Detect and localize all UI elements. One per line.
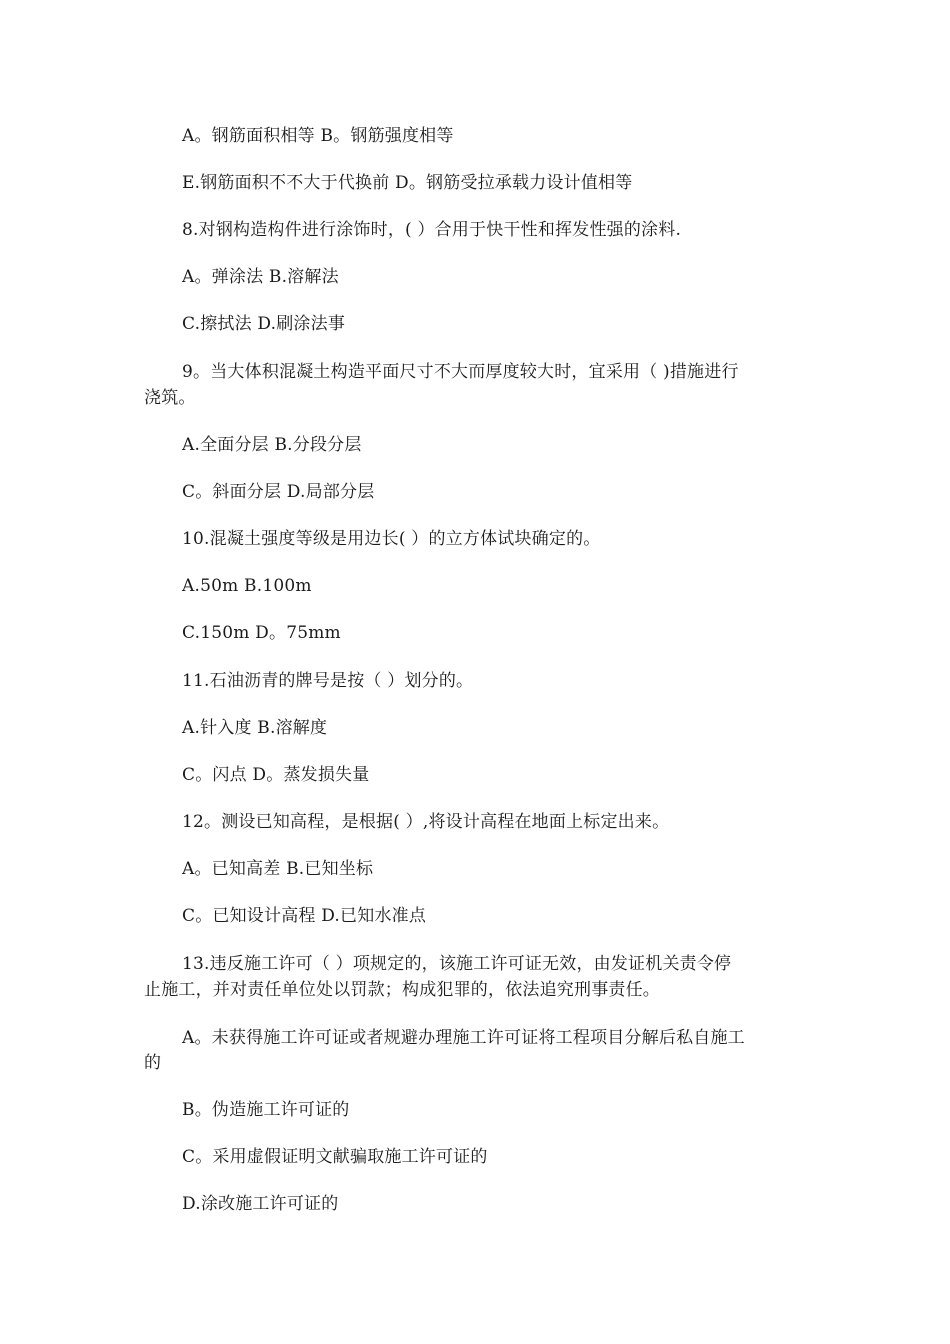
question-8: 8.对钢构造构件进行涂饰时，( ）合用于快干性和挥发性强的涂料.: [182, 220, 682, 240]
text-line: C。已知设计高程 D.已知水准点: [182, 906, 427, 926]
question-13: 13.违反施工许可（ ）项规定的，该施工许可证无效，由发证机关责令停: [182, 954, 732, 974]
text-line: C。采用虚假证明文献骗取施工许可证的: [182, 1147, 488, 1167]
text-line: A。未获得施工许可证或者规避办理施工许可证将工程项目分解后私自施工: [182, 1028, 745, 1048]
text-line: E.钢筋面积不不大于代换前 D。钢筋受拉承载力设计值相等: [182, 173, 633, 193]
text-line: C.擦拭法 D.刷涂法事: [182, 314, 346, 334]
text-line: A。已知高差 B.已知坐标: [182, 859, 374, 879]
text-line: B。伪造施工许可证的: [182, 1100, 350, 1120]
question-13-continuation: 止施工，并对责任单位处以罚款；构成犯罪的，依法追究刑事责任。: [144, 980, 660, 1000]
text-line: A.全面分层 B.分段分层: [182, 435, 362, 455]
text-line: C.150m D。75mm: [182, 623, 341, 643]
text-line: D.涂改施工许可证的: [182, 1194, 339, 1214]
question-12: 12。测设已知高程，是根据( ）,将设计高程在地面上标定出来。: [182, 812, 670, 832]
text-line: 的: [144, 1053, 162, 1073]
text-line: C。闪点 D。蒸发损失量: [182, 765, 370, 785]
text-line: A.针入度 B.溶解度: [182, 718, 328, 738]
text-line: A。弹涂法 B.溶解法: [182, 267, 339, 287]
question-10: 10.混凝土强度等级是用边长( ）的立方体试块确定的。: [182, 529, 601, 549]
text-line: A。钢筋面积相等 B。钢筋强度相等: [182, 126, 454, 146]
question-11: 11.石油沥青的牌号是按（ ）划分的。: [182, 671, 474, 691]
text-line: C。斜面分层 D.局部分层: [182, 482, 375, 502]
question-9-continuation: 浇筑。: [144, 388, 196, 408]
text-line: A.50m B.100m: [182, 576, 312, 596]
question-9: 9。当大体积混凝土构造平面尺寸不大而厚度较大时，宜采用（ )措施进行: [182, 362, 739, 382]
